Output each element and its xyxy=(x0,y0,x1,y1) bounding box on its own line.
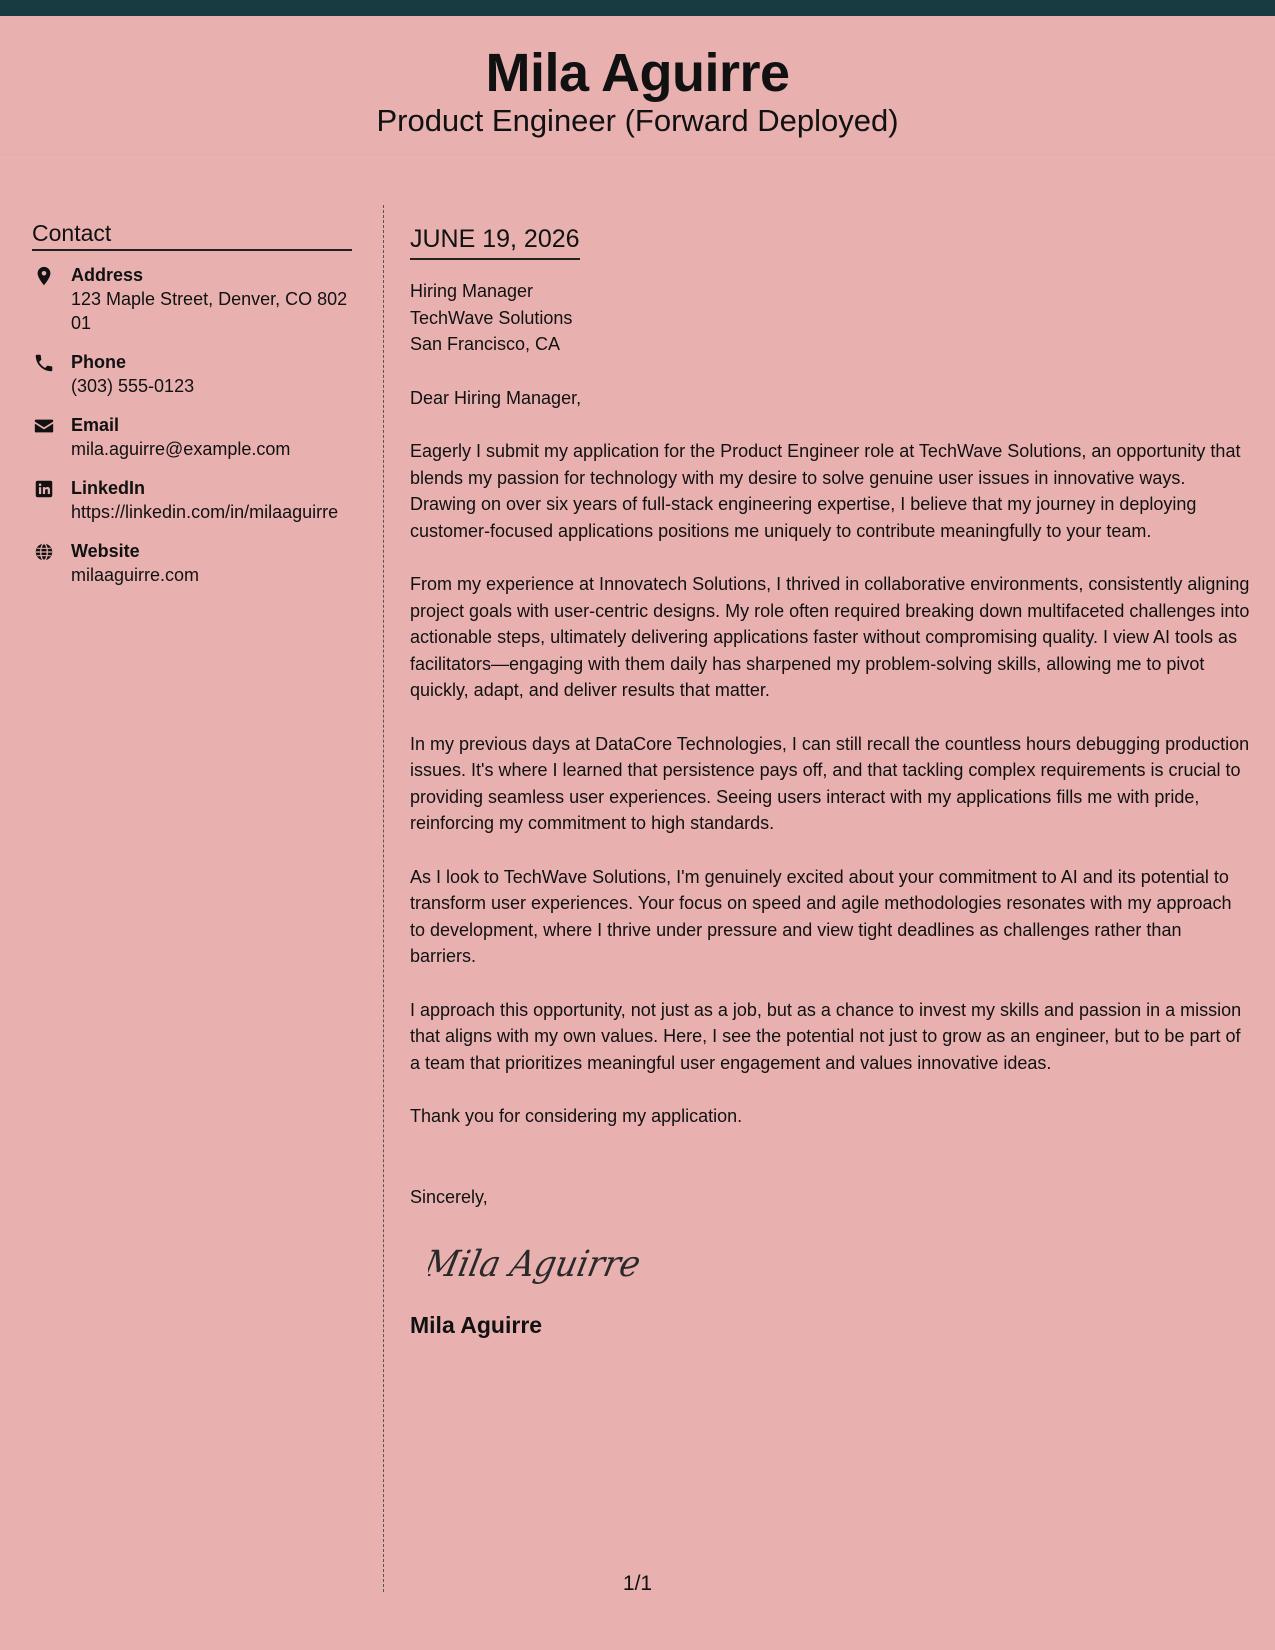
letter-body xyxy=(410,222,1250,1340)
recipient-line: Hiring Manager xyxy=(410,281,534,301)
contact-label: Email xyxy=(71,415,120,435)
closing: Sincerely, xyxy=(410,1186,488,1207)
letter-paragraph: Eagerly I submit my application for the Product Engineer role at TechWave Solutions, an opportunity that blends my passion for technology with my desire to solve genuine user issues in innovative ways. Drawing on over six years of full-stack engineering expertise, I believe that my journey in deploying customer-focused applications positions me uniquely to contribute meaningfully to your team. xyxy=(410,441,1241,541)
letter-paragraph: I approach this opportunity, not just as a job, but as a chance to invest my skills and passion in a mission that aligns with my own values. Here, I see the potential not just to grow as an engineer, but to be part of a team that prioritizes meaningful user engagement and values innovative ideas. xyxy=(410,999,1242,1073)
phone-icon xyxy=(33,352,55,374)
contact-label: Website xyxy=(71,541,140,561)
letter-paragraph: As I look to TechWave Solutions, I'm genuinely excited about your commitment to AI and its potential to transform user experiences. Your focus on speed and agile methodologies resonates with my approach to development, where I thrive under pressure and view tight deadlines as challenges rather than barriers. xyxy=(410,866,1232,966)
contact-value: milaaguirre.com xyxy=(71,565,200,585)
map-pin-icon xyxy=(33,265,55,287)
contact-label: LinkedIn xyxy=(71,478,146,498)
letter-paragraph: In my previous days at DataCore Technologies, I can still recall the countless hours debugging production issues. It's where I learned that persistence pays off, and that tackling complex requirements is crucial to providing seamless user experiences. Seeing users interact with my applications fills me with pride, reinforcing my commitment to high standards. xyxy=(410,733,1250,833)
column-divider xyxy=(383,205,384,1592)
page-number: 1/1 xyxy=(622,1572,653,1595)
letter-paragraph: Thank you for considering my application. xyxy=(410,1106,743,1126)
svg-text:Mila Aguirre: Mila Aguirre xyxy=(428,1242,658,1285)
linkedin-icon xyxy=(33,478,55,500)
contact-label: Address xyxy=(71,265,144,285)
job-title: Product Engineer (Forward Deployed) xyxy=(376,103,899,138)
signed-name: Mila Aguirre xyxy=(410,1312,543,1338)
contact-item-email xyxy=(32,413,352,461)
contact-item-phone xyxy=(32,350,352,398)
letter-paragraph: From my experience at Innovatech Solutions, I thrived in collaborative environments, consistently aligning project goals with user-centric designs. My role often required breaking down multifaceted challenges into actionable steps, ultimately delivering applications faster without compromising quality. I view AI tools as facilitators—engaging with them daily has sharpened my problem-solving skills, allowing me to pivot quickly, adapt, and deliver results that matter. xyxy=(410,574,1250,700)
contact-label: Phone xyxy=(71,352,127,372)
recipient-line: San Francisco, CA xyxy=(410,334,561,354)
contact-value: 123 Maple Street, Denver, CO 80201 xyxy=(71,289,348,333)
recipient-line: TechWave Solutions xyxy=(410,307,573,328)
contact-value: https://linkedin.com/in/milaaguirre xyxy=(71,502,339,522)
contact-value: (303) 555-0123 xyxy=(71,376,195,396)
contact-item-linkedin xyxy=(32,476,352,524)
contact-item-address xyxy=(32,263,352,335)
signature-graphic xyxy=(428,1240,658,1290)
contact-item-website xyxy=(32,539,352,587)
page-header xyxy=(0,16,1275,155)
salutation: Dear Hiring Manager, xyxy=(410,387,582,408)
contact-sidebar xyxy=(32,218,352,602)
applicant-name: Mila Aguirre xyxy=(485,43,790,103)
globe-icon xyxy=(33,541,55,563)
letter-date: JUNE 19, 2026 xyxy=(410,222,580,260)
recipient-block xyxy=(410,278,1250,358)
handwritten-signature xyxy=(428,1240,1250,1290)
contact-value: mila.aguirre@example.com xyxy=(71,439,291,459)
top-accent-bar xyxy=(0,0,1275,16)
contact-heading: Contact xyxy=(32,218,352,251)
envelope-icon xyxy=(33,415,55,437)
